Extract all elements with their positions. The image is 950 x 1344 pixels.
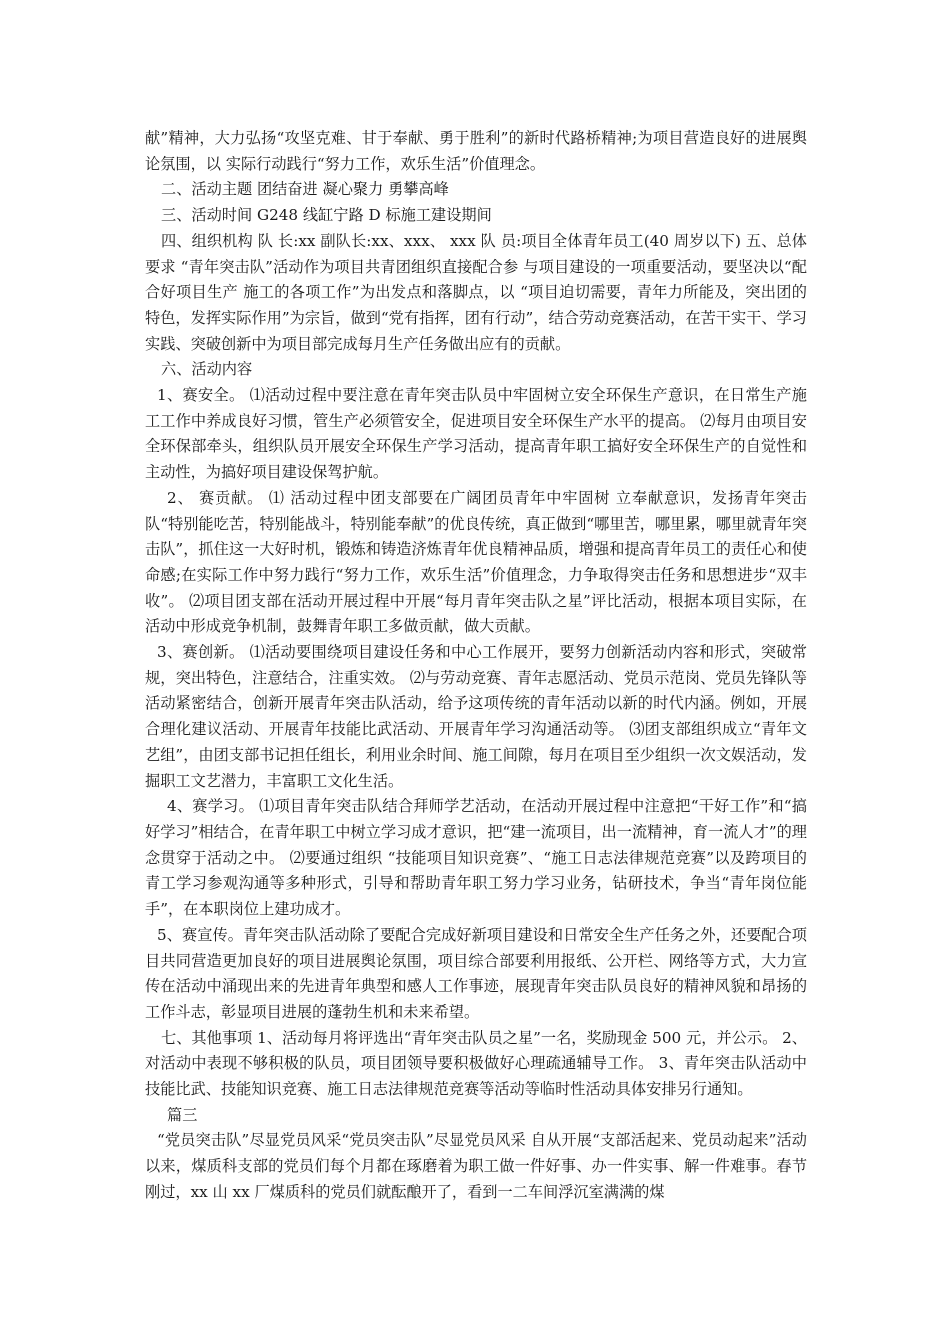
paragraph-innovation: 3、赛创新。 ⑴活动要围绕项目建设任务和中心工作展开，要努力创新活动内容和形式，突破常规，突出特色，注意结合，注重实效。 ⑵与劳动竞赛、青年志愿活动、党员示范岗、党员先锋队等活动紧密结合，创新开展青年突击队活动，给予这项传统的青年活动以新的时代内涵。例如，开展合理化建议活动、开展青年技能比武活动、开展青年学习沟通活动等。 ⑶团支部组织成立“青年文艺组”，由团支部书记担任组长，利用业余时间、施工间隙，每月在项目至少组织一次文娱活动，发掘职工文艺潜力，丰富职工文化生活。 bbox=[145, 643, 807, 790]
document-body bbox=[145, 126, 807, 1206]
paragraph-intro-continuation: 献”精神，大力弘扬“攻坚克难、甘于奉献、勇于胜利”的新时代路桥精神;为项目营造良好的进展舆论氛围，以 实际行动践行“努力工作，欢乐生活”价值理念。 bbox=[145, 129, 807, 173]
paragraph-activity-content-heading: 六、活动内容 bbox=[161, 360, 253, 379]
section-heading-part-three: 篇三 bbox=[167, 1105, 198, 1124]
paragraph-contribution: 2、 赛贡献。 ⑴ 活动过程中团支部要在广阔团员青年中牢固树 立奉献意识，发扬青年突击队“特别能吃苦，特别能战斗，特别能奉献”的优良传统，真正做到“哪里苦，哪里累，哪里就青年突击队”，抓住这一大好时机，锻炼和铸造济炼青年优良精神品质，增强和提高青年员工的责任心和使命感;在实际工作中努力践行“努力工作，欢乐生活”价值理念，力争取得突击任务和思想进步“双丰收”。 ⑵项目团支部在活动开展过程中开展“每月青年突击队之星”评比活动，根据本项目实际，在活动中形成竞争机制，鼓舞青年职工多做贡献，做大贡献。 bbox=[145, 488, 807, 636]
paragraph-learning: 4、赛学习。 ⑴项目青年突击队结合拜师学艺活动，在活动开展过程中注意把“干好工作”和“搞好学习”相结合，在青年职工中树立学习成才意识，把“建一流项目，出一流精神，育一流人才”的理念贯穿于活动之中。 ⑵要通过组织 “技能项目知识竞赛”、“施工日志法律规范竞赛”以及跨项目的青工学习参观沟通等多种形式，引导和帮助青年职工努力学习业务，钻研技术，争当“青年岗位能手”，在本职岗位上建功成才。 bbox=[145, 797, 807, 919]
paragraph-safety: 1、赛安全。 ⑴活动过程中要注意在青年突击队员中牢固树立安全环保生产意识，在日常生产施工工作中养成良好习惯，管生产必须管安全，促进项目安全环保生产水平的提高。 ⑵每月由项目安全环保部牵头，组织队员开展安全环保生产学习活动，提高青年职工搞好安全环保生产的自觉性和主动性，为搞好项目建设保驾护航。 bbox=[145, 386, 807, 482]
paragraph-activity-theme: 二、活动主题 团结奋进 凝心聚力 勇攀高峰 bbox=[161, 180, 449, 199]
paragraph-publicity: 5、赛宣传。青年突击队活动除了要配合完成好新项目建设和日常安全生产任务之外，还要配合项目共同营造更加良好的项目进展舆论氛围，项目综合部要利用报纸、公开栏、网络等方式，大力宣传在活动中涌现出来的先进青年典型和感人工作事迹，展现青年突击队员良好的精神风貌和昂扬的工作斗志，彰显项目进展的蓬勃生机和未来希望。 bbox=[145, 925, 807, 1021]
paragraph-organization: 四、组织机构 队 长:xx 副队长:xx、xxx、 xxx 队 员:项目全体青年员工(40 周岁以下) 五、总体要求 “青年突击队”活动作为项目共青团组织直接配合参 与项目建设的一项重要活动，要坚决以“配合好项目生产 施工的各项工作”为出发点和落脚点，以 “项目迫切需要，青年力所能及，突出团的特色，发挥实际作用”为宗旨，做到“党有指挥，团有行动”，结合劳动竞赛活动，在苦干实干、学习实践、突破创新中为项目部完成每月生产任务做出应有的贡献。 bbox=[145, 231, 807, 353]
paragraph-party-commando: “党员突击队”尽显党员风采“党员突击队”尽显党员风采 自从开展“支部活起来、党员动起来”活动以来，煤质科支部的党员们每个月都在琢磨着为职工做一件好事、办一件实事、解一件难事。春节刚过，xx 山 xx 厂煤质科的党员们就酝酿开了，看到一二车间浮沉室满满的煤 bbox=[145, 1131, 807, 1201]
paragraph-other-matters: 七、其他事项 1、活动每月将评选出“青年突击队员之星”一名，奖励现金 500 元，并公示。 2、对活动中表现不够积极的队员，项目团领导要积极做好心理疏通辅导工作。 3、青年突击队活动中技能比武、技能知识竞赛、施工日志法律规范竞赛等活动等临时性活动具体安排另行通知。 bbox=[145, 1028, 807, 1099]
paragraph-activity-time: 三、活动时间 G248 线缸宁路 D 标施工建设期间 bbox=[161, 206, 492, 225]
